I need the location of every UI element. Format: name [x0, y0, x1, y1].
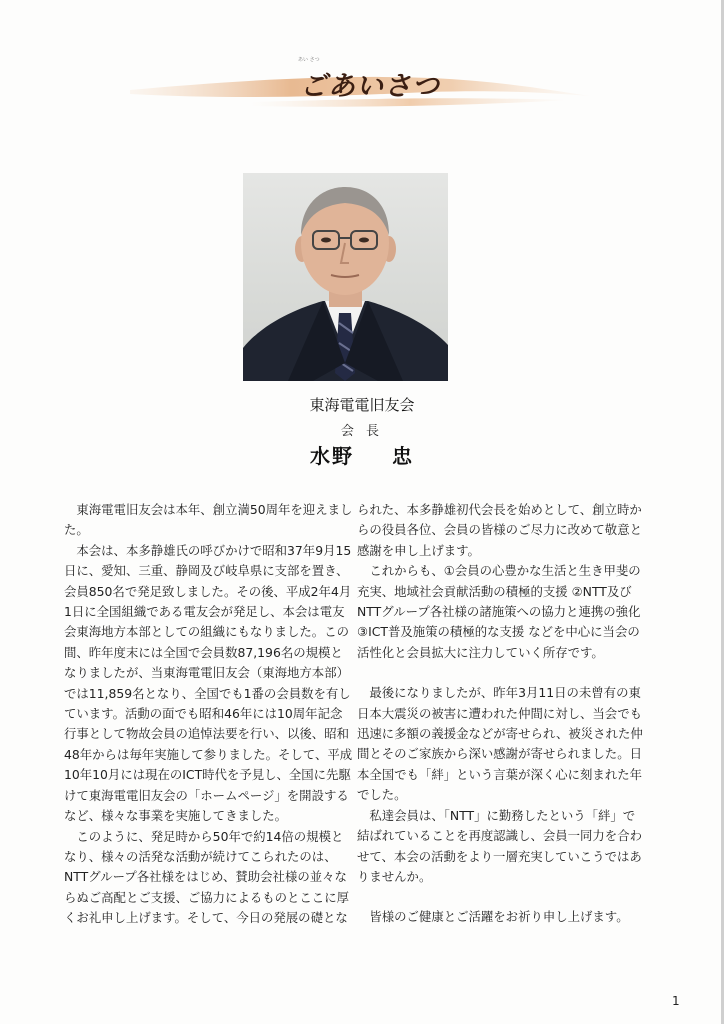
title-banner [130, 52, 590, 122]
person-given-name: 忠 [392, 444, 414, 468]
paragraph: 本会は、本多静雄氏の呼びかけで昭和37年9月15日に、愛知、三重、静岡及び岐阜県に支部を置き、会員850名で発足致しました。その後、平成2年4月1日に全国組織である電友会が発足し、本会は電友会東海地方本部としての組織にもなりました。この間、昨年度末には全国で会員数87,196名の規模となりましたが、当東海電電旧友会（東海地方本部）では11,859名となり、全国でも1番の会員数を有しています。活動の面でも昭和46年には10周年記念行事として物故会員の追悼法要を行い、以後、昭和48年からは毎年実施して参りました。そして、平成10年10月には現在のICT時代を予見し、全国に先駆けて東海電電旧友会の「ホームページ」を開設するなど、様々な事業を実施してきました。 [64, 542, 353, 824]
paragraph-continuation: られた、本多静雄初代会長を始めとして、創立時からの役員各位、会員の皆様のご尽力に改めて敬意と感謝を申し上げます。 [357, 502, 642, 558]
portrait-illustration [243, 173, 448, 381]
closing-paragraph: 皆様のご健康とご活躍をお祈り申し上げます。 [369, 909, 629, 925]
paragraph: 私達会員は、「NTT」に勤務したという「絆」で結ばれていることを再度認識し、会員一同力を合わせて、本会の活動をより一層充実していこうではありませんか。 [357, 807, 642, 884]
page-number: 1 [672, 994, 680, 1008]
body-column-left [64, 500, 354, 929]
paragraph: このように、発足時から50年で約14倍の規模となり、様々の活発な活動が続けてこられたのは、NTTグループ各社様をはじめ、賛助会社様の並々ならぬご高配とご支援、ご協力によるものとここに厚くお礼申し上げます。そして、今日の発展の礎とな [64, 828, 349, 926]
paragraph: 最後になりましたが、昨年3月11日の未曾有の東日本大震災の被害に遭われた仲間に対し、当会でも迅速に多額の義援金などが寄せられ、被災された仲間とそのご家族から深い感謝が寄せられました。日本全国でも「絆」という言葉が深く心に刻まれた年でした。 [357, 685, 643, 803]
page-title: ごあいさつ [300, 71, 440, 102]
person-name [0, 440, 724, 469]
role-title: 会 長 [340, 424, 384, 439]
portrait-photo [243, 173, 448, 381]
title-ruby: あい さつ [298, 57, 320, 63]
organization-name: 東海電電旧友会 [309, 396, 415, 414]
paragraph: これからも、①会員の心豊かな生活と生き甲斐の充実、地域社会貢献活動の積極的支援 ②NTT及びNTTグループ各社様の諸施策への協力と連携の強化 ③ICT普及施策の積極的な支援 などを中心に当会の活性化と会員拡大に注力していく所存です。 [357, 563, 641, 660]
body-column-right [357, 500, 647, 928]
person-family-name: 水野 [310, 444, 354, 468]
paragraph: 東海電電旧友会は本年、創立満50周年を迎えました。 [64, 502, 353, 538]
